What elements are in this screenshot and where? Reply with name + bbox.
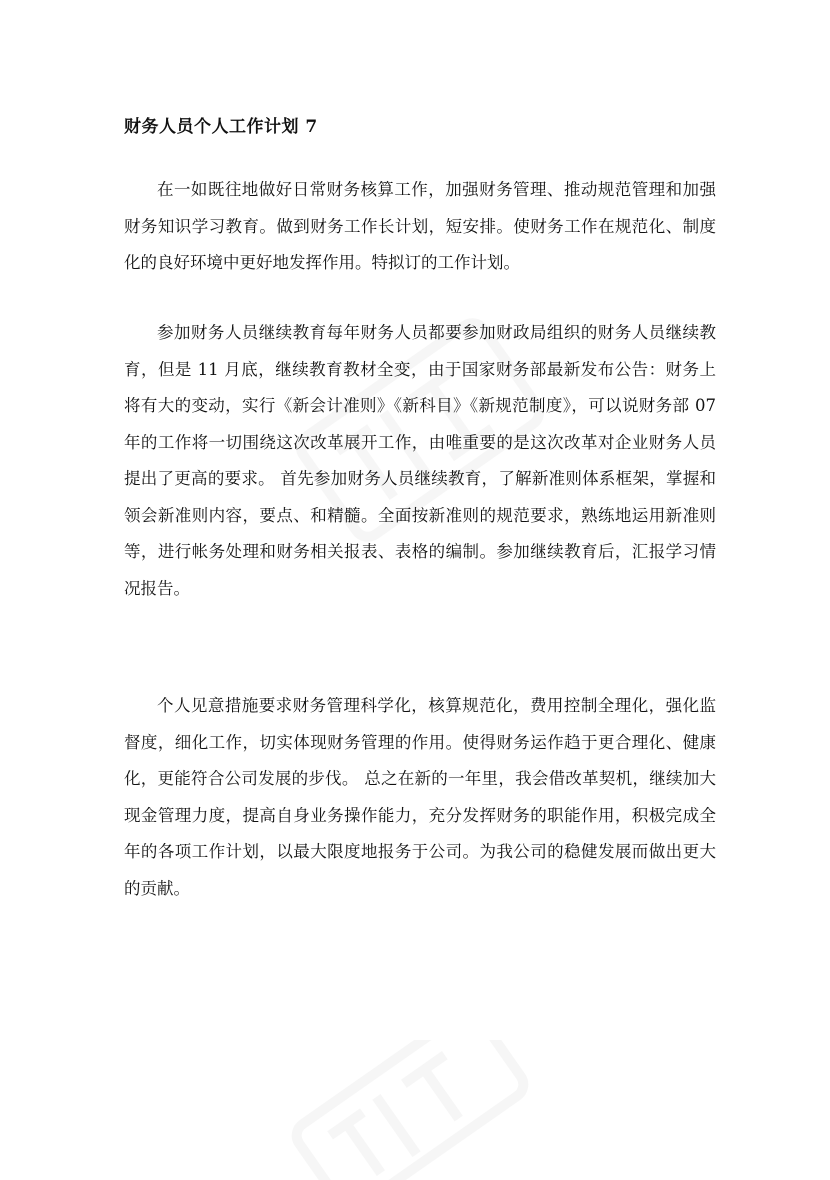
document-title: 财务人员个人工作计划 7 bbox=[124, 117, 318, 137]
paragraph-1: 在一如既往地做好日常财务核算工作，加强财务管理、推动规范管理和加强财务知识学习教育。做到财务工作长计划，短安排。使财务工作在规范化、制度化的良好环境中更好地发挥作用。特拟订的工作计划。 bbox=[124, 180, 716, 272]
paragraph-3: 个人见意措施要求财务管理科学化，核算规范化，费用控制全理化，强化监督度，细化工作，切实体现财务管理的作用。使得财务运作趋于更合理化、健康化，更能符合公司发展的步伐。 总之在新的一年里，我会借改革契机，继续加大现金管理力度，提高自身业务操作能力，充分发挥财务的职能作用，积极完成全年的各项工作计划，以最大限度地报务于公司。为我公司的稳健发展而做出更大的贡献。 bbox=[124, 696, 716, 898]
paragraph-2: 参加财务人员继续教育每年财务人员都要参加财政局组织的财务人员继续教育，但是 11 月底，继续教育教材全变，由于国家财务部最新发布公告：财务上将有大的变动，实行《新会计准则》《新科目》《新规范制度》，可以说财务部 07 年的工作将一切围绕这次改革展开工作，由唯重要的是这次改革对企业财务人员提出了更高的要求。 首先参加财务人员继续教育，了解新准则体系框架，掌握和领会新准则内容，要点、和精髓。全面按新准则的规范要求，熟练地运用新准则等，进行帐务处理和财务相关报表、表格的编制。参加继续教育后，汇报学习情况报告。 bbox=[124, 323, 716, 598]
watermark-logo-bottom bbox=[260, 1040, 560, 1180]
